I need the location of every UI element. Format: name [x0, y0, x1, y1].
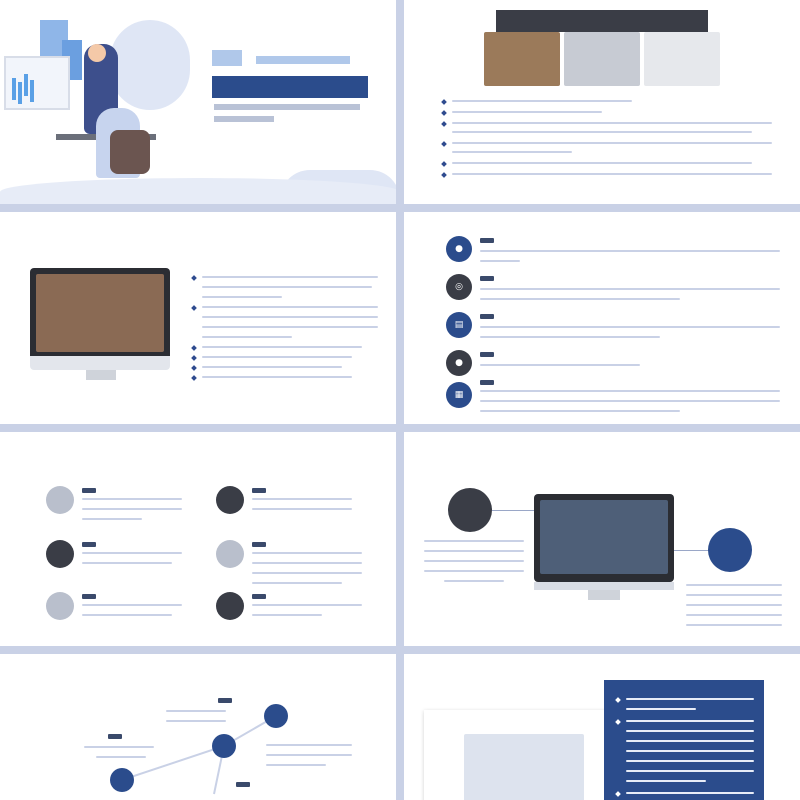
item-number	[252, 542, 266, 547]
text-line	[202, 366, 342, 368]
text-line	[626, 708, 696, 710]
text-line	[82, 614, 172, 616]
section-label-block	[256, 56, 350, 64]
text-line	[452, 151, 572, 153]
text-line	[686, 584, 782, 586]
bullet-icon	[441, 161, 447, 167]
text-line	[202, 326, 378, 328]
text-line	[626, 740, 754, 742]
bullet-icon	[441, 99, 447, 105]
timeline-svg	[0, 654, 396, 800]
text-line	[202, 306, 378, 308]
calculator-photo	[464, 734, 584, 800]
slide-monitor-rules	[0, 212, 396, 424]
step-number	[480, 352, 494, 357]
text-line	[82, 562, 172, 564]
section-subtitle-block	[214, 104, 360, 110]
node-number	[218, 698, 232, 703]
text-line	[252, 508, 352, 510]
text-line	[252, 582, 342, 584]
text-line	[626, 770, 754, 772]
text-line	[480, 410, 680, 412]
monitor-chin	[30, 356, 170, 370]
chart-bars-illustration	[12, 78, 16, 100]
step-01-circle	[448, 488, 492, 532]
text-line	[452, 122, 772, 124]
text-line	[266, 764, 326, 766]
text-line	[252, 614, 322, 616]
text-line	[686, 604, 782, 606]
slide-rules-list	[404, 0, 800, 204]
timeline-path	[122, 716, 276, 780]
text-line	[452, 111, 602, 113]
item-photo	[46, 592, 74, 620]
text-line	[202, 316, 378, 318]
bullet-icon	[191, 355, 197, 361]
decorative-blob	[110, 20, 190, 110]
laptop-stand	[588, 590, 620, 600]
text-line	[480, 390, 780, 392]
text-line	[480, 288, 780, 290]
text-line	[480, 400, 780, 402]
text-line	[266, 744, 352, 746]
bullet-icon	[191, 275, 197, 281]
text-line	[424, 570, 524, 572]
text-line	[82, 552, 182, 554]
text-line	[424, 540, 524, 542]
chair-illustration	[110, 130, 150, 174]
photo-tablet	[644, 32, 720, 86]
lock-node-circle	[212, 734, 236, 758]
slide-laptop-two-steps	[404, 432, 800, 646]
slide-calculator-list	[404, 654, 800, 800]
item-photo	[216, 592, 244, 620]
text-line	[444, 580, 504, 582]
text-line	[480, 298, 680, 300]
slide-six-items	[0, 432, 396, 646]
bullet-icon	[191, 365, 197, 371]
section-title-block	[212, 76, 368, 98]
globe-icon: ◎	[446, 274, 472, 300]
item-photo	[216, 486, 244, 514]
text-line	[252, 604, 362, 606]
bullet-icon	[441, 121, 447, 127]
node-number	[236, 782, 250, 787]
text-line	[452, 131, 752, 133]
step-number	[480, 380, 494, 385]
slide-numbered-steps	[404, 212, 800, 424]
slide-timeline-nodes	[0, 654, 396, 800]
section-subtitle-block	[214, 116, 274, 122]
text-line	[82, 604, 182, 606]
step-number	[480, 238, 494, 243]
text-line	[626, 780, 706, 782]
step-number	[480, 314, 494, 319]
text-line	[252, 572, 362, 574]
text-line	[424, 560, 524, 562]
text-line	[82, 498, 182, 500]
text-line	[626, 792, 754, 794]
bullet-icon	[191, 305, 197, 311]
camera-node-circle	[264, 704, 288, 728]
laptop-screen-photo	[540, 500, 668, 574]
text-line	[202, 286, 372, 288]
text-line	[452, 142, 772, 144]
text-line	[686, 624, 782, 626]
item-photo	[216, 540, 244, 568]
header-bar	[496, 10, 708, 32]
text-line	[202, 356, 352, 358]
text-line	[252, 552, 362, 554]
text-line	[480, 250, 780, 252]
laptop-base	[534, 582, 674, 590]
text-line	[626, 750, 754, 752]
item-number	[82, 594, 96, 599]
text-line	[202, 296, 282, 298]
person-icon: ●	[446, 350, 472, 376]
text-line	[452, 100, 632, 102]
text-line	[626, 698, 754, 700]
text-line	[480, 326, 780, 328]
presenter-head	[88, 44, 106, 62]
connector-line	[492, 510, 534, 511]
text-line	[202, 346, 362, 348]
monitor-screen-photo	[36, 274, 164, 352]
text-line	[626, 760, 754, 762]
text-line	[166, 710, 226, 712]
text-line	[82, 518, 142, 520]
office-icon: ▦	[446, 382, 472, 408]
text-line	[626, 730, 754, 732]
text-line	[166, 720, 226, 722]
photo-meeting	[484, 32, 560, 86]
text-line	[480, 336, 660, 338]
step-number	[480, 276, 494, 281]
item-number	[82, 488, 96, 493]
text-line	[96, 756, 146, 758]
item-number	[252, 594, 266, 599]
item-photo	[46, 540, 74, 568]
text-line	[202, 376, 352, 378]
text-line	[202, 276, 378, 278]
text-line	[686, 594, 782, 596]
bullet-icon	[441, 172, 447, 178]
text-line	[452, 173, 772, 175]
wave-decoration	[0, 178, 396, 204]
step-02-circle	[708, 528, 752, 572]
chart-icon: ▤	[446, 312, 472, 338]
text-line	[424, 550, 524, 552]
text-line	[84, 746, 154, 748]
text-line	[626, 720, 754, 722]
text-line	[202, 336, 292, 338]
user-icon: ●	[446, 236, 472, 262]
bullet-icon	[191, 345, 197, 351]
bullet-icon	[191, 375, 197, 381]
text-line	[252, 562, 362, 564]
text-line	[480, 260, 520, 262]
text-line	[82, 508, 182, 510]
node-circle	[110, 768, 134, 792]
bullet-icon	[441, 110, 447, 116]
text-line	[266, 754, 352, 756]
item-number	[252, 488, 266, 493]
item-photo	[46, 486, 74, 514]
bullet-icon	[441, 141, 447, 147]
text-line	[252, 498, 352, 500]
node-number	[108, 734, 122, 739]
monitor-stand	[86, 370, 116, 380]
slide-part-three-cover	[0, 0, 396, 204]
section-number-block	[212, 50, 242, 66]
text-line	[452, 162, 752, 164]
text-line	[686, 614, 782, 616]
text-line	[480, 364, 640, 366]
photo-documents	[564, 32, 640, 86]
item-number	[82, 542, 96, 547]
